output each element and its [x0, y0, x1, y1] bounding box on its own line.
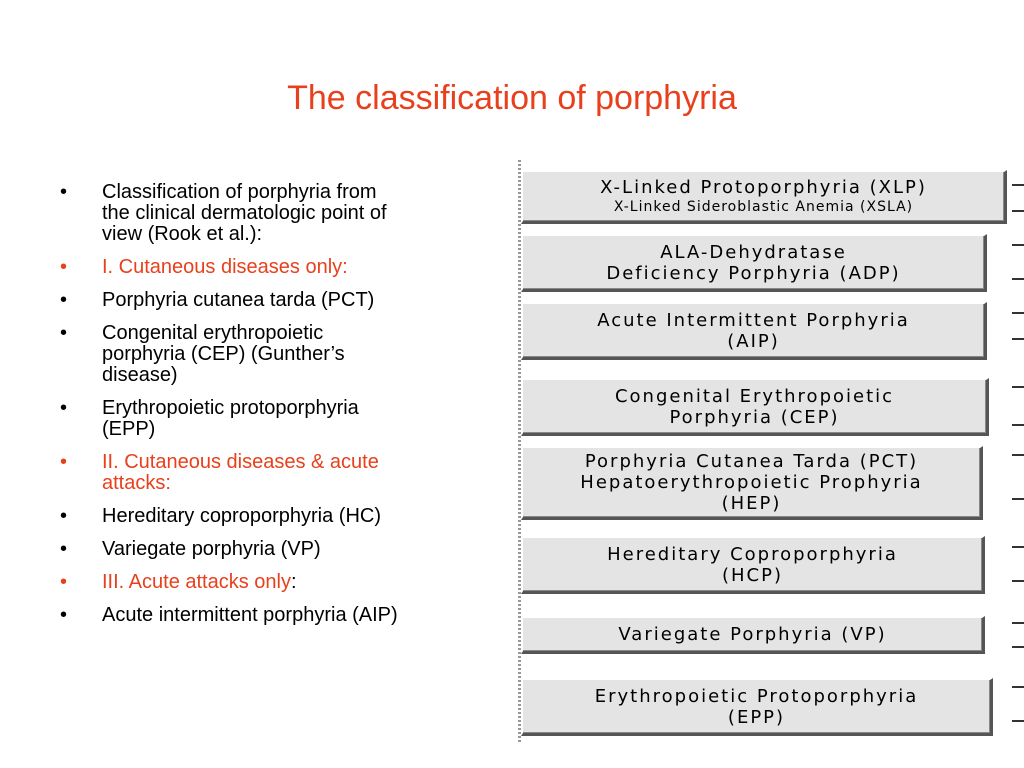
connector-tick	[1012, 646, 1024, 648]
box-line: Variegate Porphyria (VP)	[618, 624, 887, 645]
box-line: Hereditary Coproporphyria	[607, 543, 898, 565]
diagram-box-adp	[521, 234, 987, 292]
connector-tick	[1012, 580, 1024, 582]
bullet-item	[60, 506, 500, 527]
diagram-box-cep	[521, 378, 989, 436]
bullet-dot-icon: •	[60, 256, 68, 278]
bullet-dot-icon: •	[60, 397, 68, 419]
box-line: X-Linked Sideroblastic Anemia (XSLA)	[613, 199, 914, 215]
box-line: Congenital Erythropoietic	[614, 385, 895, 407]
diagram-box-vp	[521, 616, 985, 654]
bullet-item	[60, 539, 500, 560]
connector-tick	[1012, 278, 1024, 280]
box-line: (EPP)	[727, 706, 786, 728]
bullet-dot-icon: •	[60, 571, 68, 593]
bullet-text: Acute intermittent porphyria (AIP)	[102, 604, 398, 626]
connector-tick	[1012, 686, 1024, 688]
bullet-text: III. Acute attacks only	[102, 571, 291, 593]
connector-tick	[1012, 622, 1024, 624]
bullet-text: Hereditary coproporphyria (HC)	[102, 505, 381, 527]
bullet-text: Congenital erythropoietic porphyria (CEP) (Gunther’s disease)	[102, 322, 345, 386]
connector-tick	[1012, 184, 1024, 186]
bullet-dot-icon: •	[60, 322, 68, 344]
porphyria-diagram	[518, 160, 1024, 742]
box-line: (HEP)	[721, 493, 782, 514]
bullet-text: Erythropoietic protoporphyria (EPP)	[102, 397, 359, 440]
box-line: (AIP)	[727, 330, 780, 352]
bullet-dot-icon: •	[60, 604, 68, 626]
bullet-text: II. Cutaneous diseases & acute attacks:	[102, 451, 379, 494]
bullet-text: Porphyria cutanea tarda (PCT)	[102, 289, 375, 311]
connector-tick	[1012, 454, 1024, 456]
box-line: Porphyria (CEP)	[669, 406, 840, 428]
bullet-suffix: :	[290, 571, 297, 593]
connector-tick	[1012, 424, 1024, 426]
diagram-box-epp	[521, 678, 993, 736]
bullet-item	[60, 182, 500, 245]
connector-tick	[1012, 386, 1024, 388]
bullet-item	[60, 398, 500, 440]
diagram-box-hcp	[521, 536, 985, 594]
bullet-dot-icon: •	[60, 451, 68, 473]
slide-title: The classification of porphyria	[287, 79, 737, 117]
box-line: Deficiency Porphyria (ADP)	[606, 262, 901, 284]
bullet-list	[60, 182, 500, 638]
connector-tick	[1012, 338, 1024, 340]
connector-tick	[1012, 312, 1024, 314]
box-line: ALA-Dehydratase	[660, 241, 847, 263]
box-line: Porphyria Cutanea Tarda (PCT)	[584, 451, 919, 472]
bullet-item-heading	[60, 452, 500, 494]
box-line: (HCP)	[721, 564, 783, 586]
connector-tick	[1012, 244, 1024, 246]
bullet-text: Variegate porphyria (VP)	[102, 538, 321, 560]
connector-tick	[1012, 210, 1024, 212]
box-line: X-Linked Protoporphyria (XLP)	[600, 177, 927, 198]
bullet-dot-icon: •	[60, 181, 68, 203]
connector-tick	[1012, 498, 1024, 500]
bullet-dot-icon: •	[60, 505, 68, 527]
bullet-item	[60, 290, 500, 311]
bullet-item-heading	[60, 257, 500, 278]
box-line: Acute Intermittent Porphyria	[597, 309, 910, 331]
box-line: Erythropoietic Protoporphyria	[594, 685, 919, 707]
bullet-item	[60, 323, 500, 386]
bullet-item-heading	[60, 572, 500, 593]
bullet-item	[60, 605, 500, 626]
bullet-text: Classification of porphyria from the clinical dermatologic point of view (Rook et al.):	[102, 181, 387, 245]
diagram-box-pct-hep	[521, 446, 983, 520]
box-line: Hepatoerythropoietic Prophyria	[580, 472, 923, 493]
connector-tick	[1012, 720, 1024, 722]
bullet-dot-icon: •	[60, 538, 68, 560]
diagram-box-aip	[521, 302, 987, 360]
connector-tick	[1012, 546, 1024, 548]
bullet-dot-icon: •	[60, 289, 68, 311]
diagram-box-xlp	[521, 170, 1007, 224]
bullet-text: I. Cutaneous diseases only:	[102, 256, 348, 278]
